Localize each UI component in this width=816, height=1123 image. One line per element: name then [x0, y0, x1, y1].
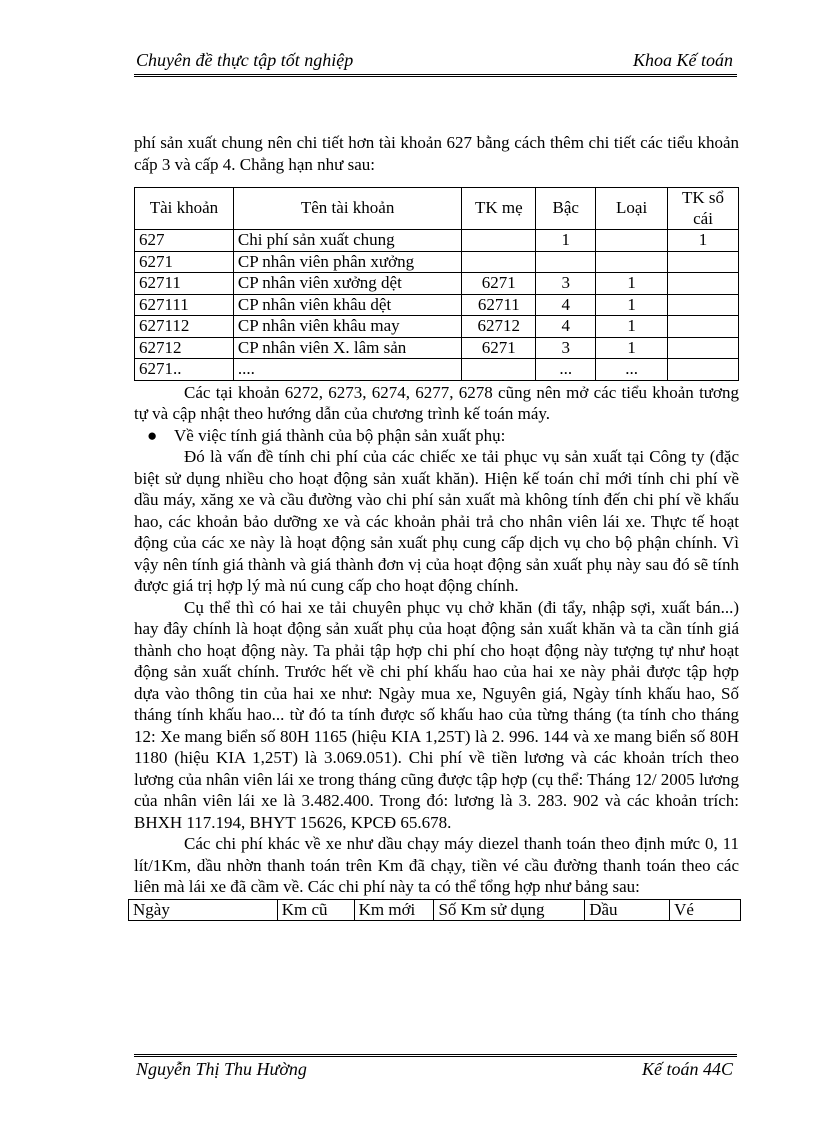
cell-level: 4	[536, 316, 596, 338]
table-row	[135, 294, 739, 316]
header-ve: Vé	[670, 899, 741, 921]
paragraph-tieu-khoan: Các tại khoản 6272, 6273, 6274, 6277, 6278 cũng nên mở các tiểu khoản tương tự và cập nhật theo hướng dẫn của chương trình kế toán máy.	[134, 382, 739, 423]
cell-type: 1	[596, 316, 668, 338]
bullet-text: Về việc tính giá thành của bộ phận sản xuất phụ:	[174, 425, 506, 445]
cell-ledger	[668, 359, 739, 381]
bullet-item	[134, 425, 739, 447]
cell-account: 627111	[135, 294, 234, 316]
table-row	[135, 251, 739, 273]
cell-name: CP nhân viên xưởng dệt	[233, 273, 461, 295]
cell-level: 4	[536, 294, 596, 316]
header-left-text: Chuyên đề thực tập tốt nghiệp	[136, 50, 354, 70]
cell-level: 3	[536, 273, 596, 295]
cell-parent: 62712	[462, 316, 536, 338]
paragraph-khau-hao: Cụ thể thì có hai xe tải chuyên phục vụ chở khăn (đi tẩy, nhập sợi, xuất bán...) hay đây chính là hoạt động sản xuất phụ của hoạt động sản xuất khăn và ta cần tính giá thành cho hoạt động này. Ta phải tập hợp chi phí cho hoạt động này tượng tự như hoạt động sản xuất chính. Trước hết về chi phí khấu hao của hai xe này phải được tập hợp dựa vào thông tin của hai xe như: Ngày mua xe, Nguyên giá, Ngày tính khấu hao, Số tháng tính khấu hao... từ đó ta tính được số khấu hao của từng tháng (ta tính cho tháng 12: Xe mang biển số 80H 1165 (hiệu KIA 1,25T) là 2. 996. 144 và xe mang biển số 80H 1180 (hiệu KIA 1,25T) là 3.069.051). Chi phí về tiền lương và các khoản trích theo lương của nhân viên lái xe trong tháng cũng được tập hợp (cụ thể: Tháng 12/ 2005 lương của nhân viên lái xe là 3.482.400. Trong đó: lương là 3. 283. 902 và các khoản trích: BHXH 117.194, BHYT 15626, KPCĐ 65.678.	[134, 597, 739, 832]
table-row	[135, 359, 739, 381]
header-right-text: Khoa Kế toán	[632, 50, 733, 70]
header-km-moi: Km mới	[354, 899, 434, 921]
page-header	[134, 48, 737, 77]
cell-level: ...	[536, 359, 596, 381]
table-row	[135, 230, 739, 252]
cell-parent	[462, 359, 536, 381]
cell-ledger	[668, 251, 739, 273]
header-tai-khoan: Tài khoản	[135, 188, 234, 230]
cell-type: 1	[596, 337, 668, 359]
page-footer	[134, 1054, 737, 1087]
cell-account: 627112	[135, 316, 234, 338]
bullet-icon: ●	[147, 425, 158, 445]
header-tk-so-cai: TK sổ cái	[668, 188, 739, 230]
cell-name: CP nhân viên phân xưởng	[233, 251, 461, 273]
footer-right-text: Kế toán 44C	[641, 1059, 733, 1079]
cell-name: CP nhân viên X. lâm sản	[233, 337, 461, 359]
cell-type: 1	[596, 273, 668, 295]
table-row	[135, 337, 739, 359]
cell-account: 627	[135, 230, 234, 252]
footer-left-text: Nguyễn Thị Thu Hường	[136, 1059, 307, 1079]
header-so-km-su-dung: Số Km sử dụng	[434, 899, 585, 921]
header-tk-me: TK mẹ	[462, 188, 536, 230]
cell-type	[596, 230, 668, 252]
paragraph-chi-phi-xe: Đó là vấn đề tính chi phí của các chiếc xe tải phục vụ sản xuất tại Công ty (đặc biệt sử dụng nhiều cho hoạt động sản xuất khăn). Hiện kế toán chỉ mới tính chi phí về dầu máy, xăng xe và cầu đường vào chi phí sản xuất mà không tính đến chi phí về khấu hao, các khoản bảo dưỡng xe và các khoản phải trả cho nhân viên lái xe. Thực tế hoạt động của các xe này là hoạt động sản xuất phụ cung cấp dịch vụ cho bộ phận chính. Vì vậy nên tính giá thành và giá thành đơn vị của hoạt động sản xuất phụ này sau đó sẽ tính được giá trị hợp lý mà nú cung cấp cho hoạt động chính.	[134, 447, 739, 595]
cell-parent	[462, 230, 536, 252]
cost-table	[128, 899, 741, 922]
page-content	[134, 132, 739, 921]
paragraph-chi-phi-khac: Các chi phí khác về xe như dầu chạy máy diezel thanh toán theo định mức 0, 11 lít/1Km, dầu nhờn thanh toán trên Km đã chạy, tiền vé cầu đường thanh toán theo các liên mà lái xe đã cầm về. Các chi phí này ta có thể tổng hợp như bảng sau:	[134, 834, 739, 896]
cell-parent: 6271	[462, 273, 536, 295]
cell-ledger	[668, 337, 739, 359]
table-row	[135, 273, 739, 295]
cell-level	[536, 251, 596, 273]
cell-level: 1	[536, 230, 596, 252]
cell-account: 6271	[135, 251, 234, 273]
cell-type: ...	[596, 359, 668, 381]
header-loai: Loại	[596, 188, 668, 230]
header-ngay: Ngày	[129, 899, 278, 921]
cell-name: ....	[233, 359, 461, 381]
cell-ledger	[668, 316, 739, 338]
cell-parent: 62711	[462, 294, 536, 316]
cell-name: CP nhân viên khâu may	[233, 316, 461, 338]
cell-level: 3	[536, 337, 596, 359]
intro-paragraph: phí sản xuất chung nên chi tiết hơn tài khoản 627 bằng cách thêm chi tiết các tiểu khoản cấp 3 và cấp 4. Chẳng hạn như sau:	[134, 133, 739, 174]
header-km-cu: Km cũ	[277, 899, 354, 921]
cell-ledger	[668, 294, 739, 316]
cell-account: 62712	[135, 337, 234, 359]
cell-parent	[462, 251, 536, 273]
cell-type: 1	[596, 294, 668, 316]
cell-account: 62711	[135, 273, 234, 295]
cell-ledger	[668, 273, 739, 295]
cell-parent: 6271	[462, 337, 536, 359]
cost-table-header-row	[129, 899, 741, 921]
cell-name: Chi phí sản xuất chung	[233, 230, 461, 252]
header-bac: Bậc	[536, 188, 596, 230]
cell-name: CP nhân viên khâu dệt	[233, 294, 461, 316]
account-table	[134, 187, 739, 381]
cell-account: 6271..	[135, 359, 234, 381]
account-table-header-row	[135, 188, 739, 230]
cell-type	[596, 251, 668, 273]
header-dau: Dầu	[585, 899, 670, 921]
header-ten-tai-khoan: Tên tài khoản	[233, 188, 461, 230]
table-row	[135, 316, 739, 338]
cell-ledger: 1	[668, 230, 739, 252]
